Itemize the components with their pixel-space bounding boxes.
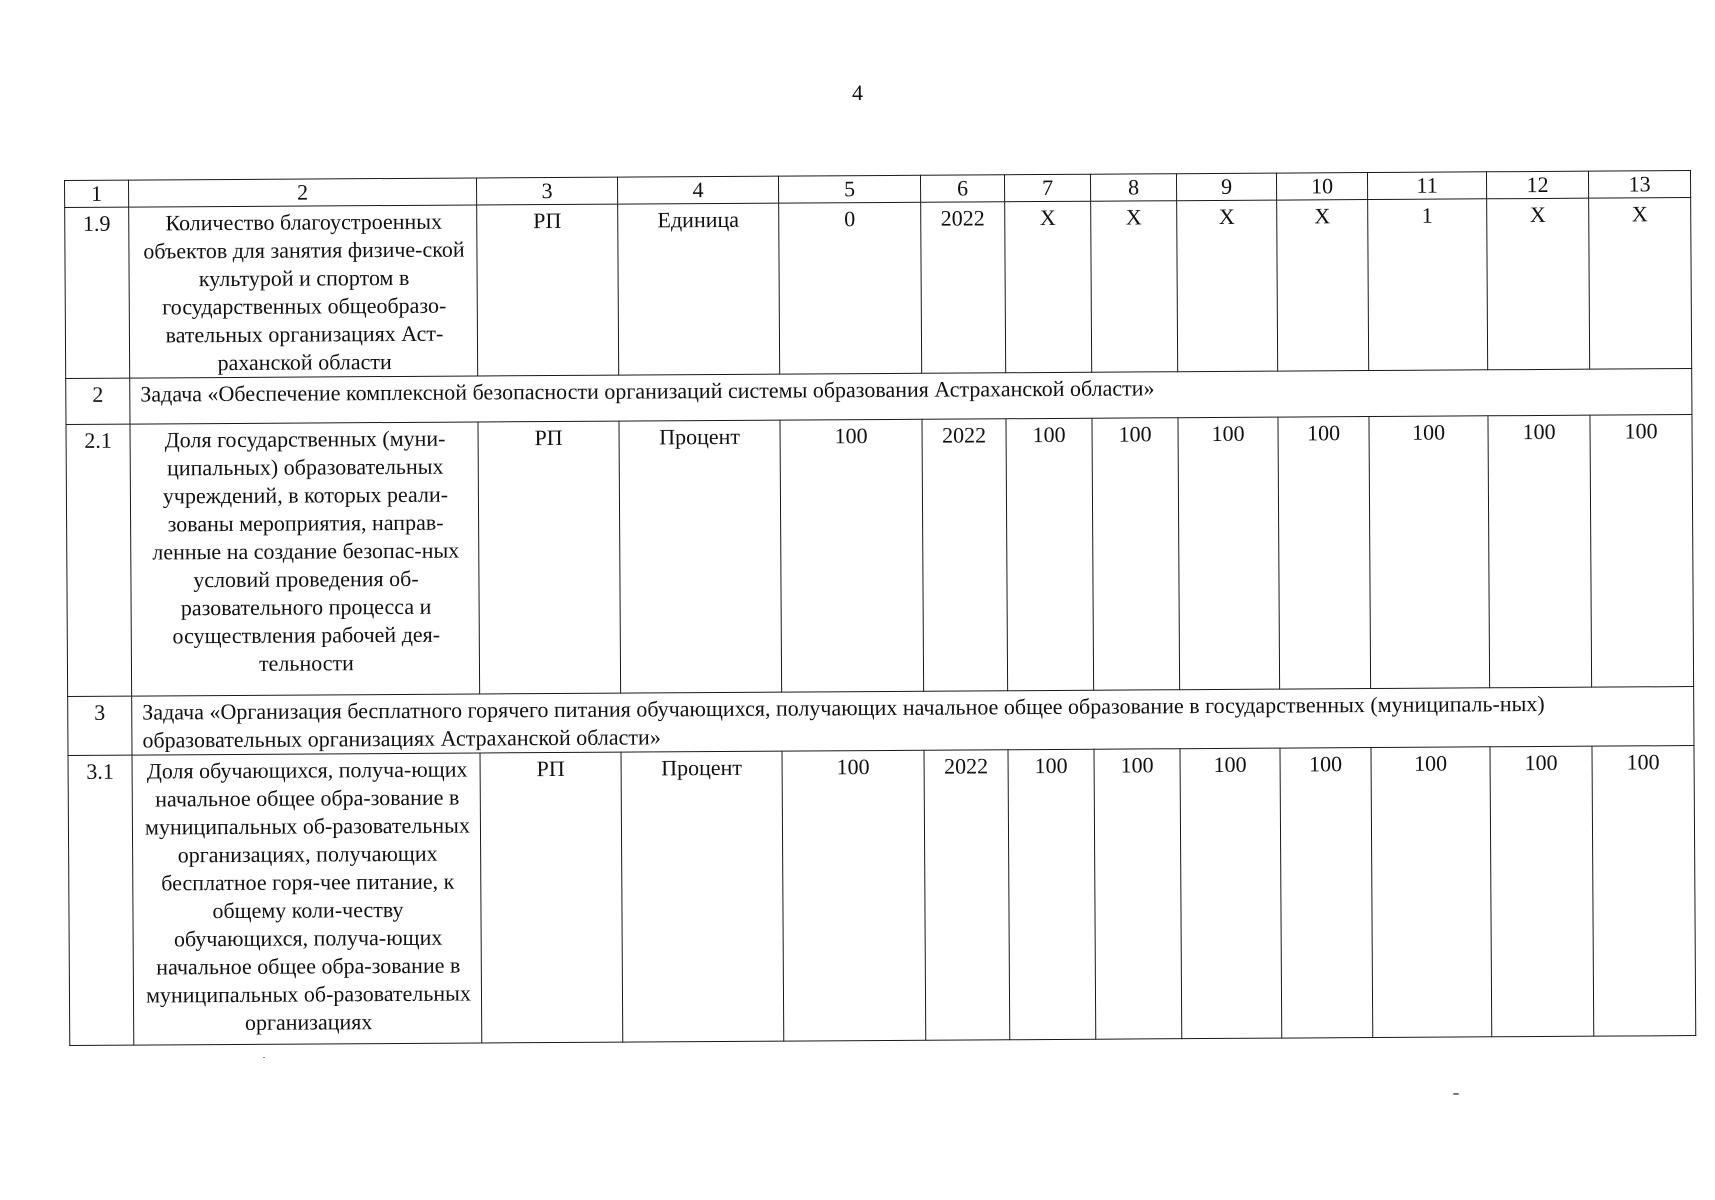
year-value: 100 bbox=[1278, 417, 1371, 690]
scan-speck bbox=[263, 1057, 265, 1058]
row-number: 2 bbox=[66, 378, 130, 424]
column-number: 3 bbox=[476, 177, 617, 205]
column-number: 11 bbox=[1367, 172, 1486, 200]
year-value: 100 bbox=[1180, 748, 1282, 1039]
base-value: 100 bbox=[782, 750, 926, 1041]
unit-of-measure: Процент bbox=[621, 751, 784, 1042]
year-value: 100 bbox=[1006, 418, 1094, 691]
year-value: 100 bbox=[1369, 416, 1490, 689]
column-number: 4 bbox=[617, 176, 778, 204]
indicator-name: Доля обучающихся, получа-ющих начальное общее обра-зование в муниципальных об-разовательных организациях, получающих бесплатное горя-чее питание, к общему коли-честву обучающихся, получа-ющих начальное общее обра-зование в муниципальных об-разовательных организациях bbox=[132, 753, 482, 1045]
year-value: 100 bbox=[1490, 746, 1594, 1037]
page-number: 4 bbox=[852, 80, 863, 105]
year-value: Х bbox=[1177, 200, 1278, 372]
column-number: 8 bbox=[1090, 174, 1176, 202]
table-row bbox=[66, 415, 1694, 697]
row-number: 3.1 bbox=[68, 755, 134, 1045]
column-number: 6 bbox=[920, 175, 1004, 203]
indicator-level: РП bbox=[477, 204, 619, 376]
table-row bbox=[68, 746, 1696, 1046]
scan-speck bbox=[1453, 1093, 1459, 1095]
indicator-name: Доля государственных (муни-ципальных) образовательных учреждений, в которых реали-зованы мероприятия, направ-ленные на создание безопас-ных условий проведения об-разовательного процесса и осуществления рабочей дея-тельности bbox=[130, 422, 480, 696]
base-year: 2022 bbox=[924, 750, 1010, 1041]
year-value: 1 bbox=[1368, 199, 1488, 371]
year-value: 100 bbox=[1094, 749, 1182, 1040]
column-number: 2 bbox=[129, 178, 477, 207]
base-value: 0 bbox=[779, 202, 922, 374]
base-year: 2022 bbox=[921, 202, 1006, 374]
unit-of-measure: Единица bbox=[618, 203, 780, 375]
column-number: 5 bbox=[778, 175, 920, 203]
task-title: Задача «Организация бесплатного горячего питания обучающихся, получающих начальное общее образование в государственных (муниципаль-ных) образовательных организациях Астраханской области» bbox=[132, 687, 1694, 756]
base-year: 2022 bbox=[922, 419, 1008, 692]
year-value: Х bbox=[1005, 201, 1092, 373]
task-row bbox=[68, 687, 1694, 756]
year-value: 100 bbox=[1371, 747, 1492, 1038]
year-value: Х bbox=[1589, 198, 1692, 370]
year-value: 100 bbox=[1178, 417, 1280, 690]
task-title: Задача «Обеспечение комплексной безопасности организаций системы образования Астраханской области» bbox=[130, 369, 1692, 425]
year-value: Х bbox=[1277, 200, 1369, 372]
indicator-level: РП bbox=[478, 421, 621, 694]
table-row bbox=[65, 198, 1692, 379]
column-number: 10 bbox=[1276, 173, 1367, 201]
year-value: 100 bbox=[1280, 748, 1373, 1039]
unit-of-measure: Процент bbox=[619, 420, 782, 693]
column-number: 9 bbox=[1176, 173, 1276, 201]
column-number: 1 bbox=[65, 180, 129, 207]
indicator-name: Количество благоустроенных объектов для занятия физиче-ской культурой и спортом в государственных общеобразо-вательных организациях Аст-раханской области bbox=[129, 205, 478, 378]
column-number: 7 bbox=[1004, 174, 1090, 202]
indicators-table bbox=[64, 170, 1696, 1046]
row-number: 3 bbox=[68, 696, 132, 755]
year-value: Х bbox=[1487, 198, 1590, 370]
indicator-level: РП bbox=[480, 752, 623, 1043]
year-value: Х bbox=[1091, 201, 1178, 373]
column-number: 13 bbox=[1588, 171, 1690, 199]
year-value: 100 bbox=[1092, 418, 1180, 691]
row-number: 1.9 bbox=[65, 207, 130, 378]
row-number: 2.1 bbox=[66, 424, 132, 696]
year-value: 100 bbox=[1488, 415, 1592, 688]
year-value: 100 bbox=[1008, 749, 1096, 1040]
year-value: 100 bbox=[1592, 746, 1696, 1037]
year-value: 100 bbox=[1590, 415, 1694, 688]
base-value: 100 bbox=[780, 419, 924, 692]
column-number: 12 bbox=[1486, 171, 1588, 199]
